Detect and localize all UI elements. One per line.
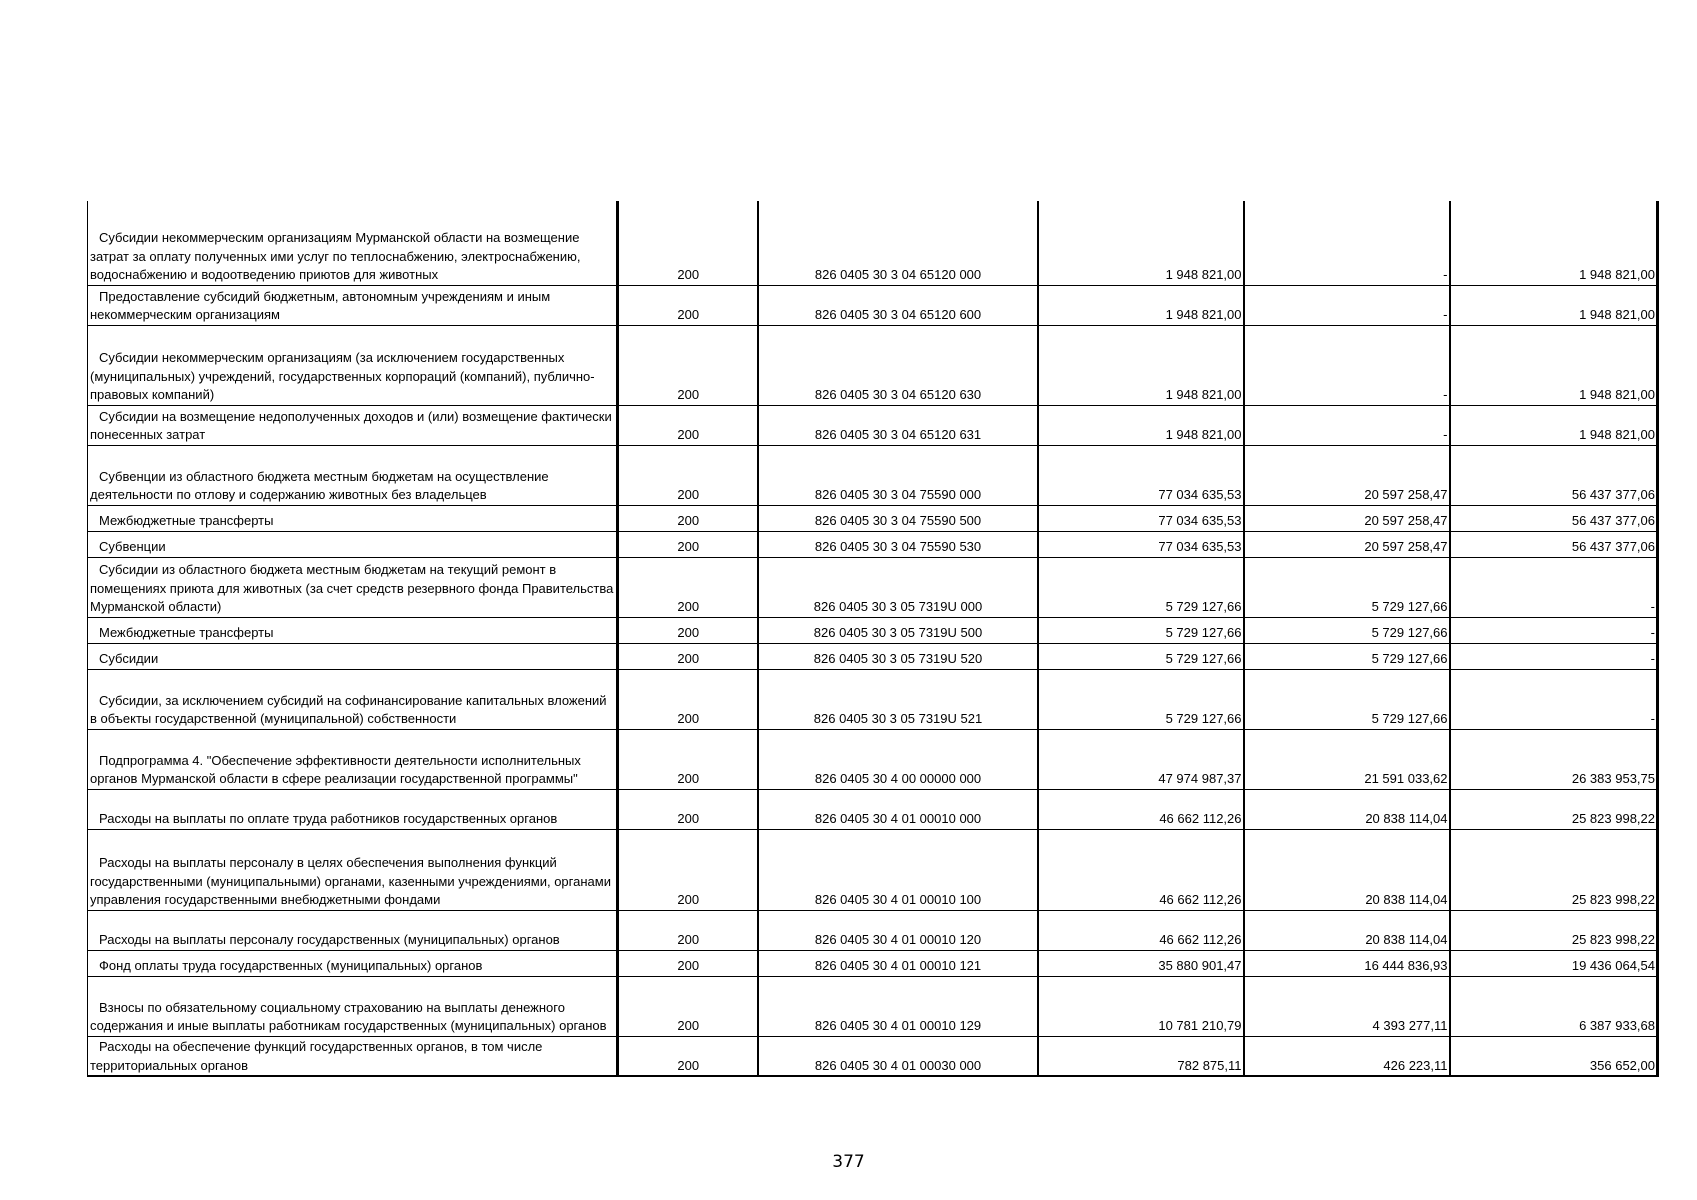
row-executed-text: 20 838 114,04 xyxy=(1365,811,1448,826)
row-executed-cell xyxy=(1244,531,1450,557)
row-name-text: Субсидии из областного бюджета местным бюджетам на текущий ремонт в помещениях приюта для животных (за счет средств резервного фонда Правительства Мурманской области) xyxy=(90,562,614,614)
row-approved-text: 1 948 821,00 xyxy=(1165,307,1242,322)
row-executed-text: 4 393 277,11 xyxy=(1372,1018,1448,1033)
row-approved-text: 46 662 112,26 xyxy=(1159,892,1242,907)
row-code-cell xyxy=(618,285,758,325)
row-code-text: 200 xyxy=(677,599,700,614)
row-code-text: 200 xyxy=(677,651,700,666)
row-name-cell xyxy=(88,531,618,557)
row-name-cell xyxy=(88,669,618,729)
row-unexecuted-cell xyxy=(1450,531,1658,557)
row-unexecuted-cell xyxy=(1450,1036,1658,1076)
row-kbk-cell xyxy=(758,910,1038,950)
row-unexecuted-cell xyxy=(1450,976,1658,1036)
row-approved-cell xyxy=(1038,669,1244,729)
row-name-cell xyxy=(88,1036,618,1076)
row-name-text: Предоставление субсидий бюджетным, автономным учреждениям и иным некоммерческим организациям xyxy=(90,288,551,322)
row-code-text: 200 xyxy=(677,513,700,528)
row-kbk-text: 826 0405 30 4 01 00010 000 xyxy=(814,811,982,826)
row-unexecuted-text: 56 437 377,06 xyxy=(1571,539,1655,554)
row-executed-text: 5 729 127,66 xyxy=(1371,625,1448,640)
row-approved-cell xyxy=(1038,976,1244,1036)
row-name-text: Межбюджетные трансферты xyxy=(99,513,274,528)
row-approved-text: 77 034 635,53 xyxy=(1158,487,1242,502)
row-approved-cell xyxy=(1038,201,1244,285)
row-code-cell xyxy=(618,325,758,405)
row-approved-text: 46 662 112,26 xyxy=(1159,932,1242,947)
row-code-cell xyxy=(618,950,758,976)
row-name-cell xyxy=(88,643,618,669)
row-unexecuted-cell xyxy=(1450,789,1658,829)
row-executed-cell xyxy=(1244,505,1450,531)
row-code-cell xyxy=(618,617,758,643)
row-kbk-text: 826 0405 30 3 05 7319U 521 xyxy=(813,711,983,726)
row-approved-cell xyxy=(1038,557,1244,617)
row-name-text: Субсидии, за исключением субсидий на софинансирование капитальных вложений в объекты государственной (муниципальной) собственности xyxy=(90,692,607,726)
row-name-cell xyxy=(88,950,618,976)
row-unexecuted-text: 25 823 998,22 xyxy=(1571,932,1655,947)
row-executed-text: 20 597 258,47 xyxy=(1364,539,1448,554)
row-kbk-text: 826 0405 30 3 04 65120 631 xyxy=(814,427,982,442)
table-row xyxy=(88,729,1658,789)
row-unexecuted-text: 56 437 377,06 xyxy=(1571,513,1655,528)
row-code-cell xyxy=(618,445,758,505)
row-approved-cell xyxy=(1038,505,1244,531)
row-executed-cell xyxy=(1244,643,1450,669)
row-unexecuted-cell xyxy=(1450,729,1658,789)
row-unexecuted-cell xyxy=(1450,285,1658,325)
row-approved-cell xyxy=(1038,729,1244,789)
row-executed-cell xyxy=(1244,445,1450,505)
row-kbk-text: 826 0405 30 4 01 00010 129 xyxy=(814,1018,982,1033)
row-kbk-text: 826 0405 30 4 00 00000 000 xyxy=(814,771,982,786)
row-name-cell xyxy=(88,976,618,1036)
row-unexecuted-text: 356 652,00 xyxy=(1589,1057,1655,1073)
row-unexecuted-text: 25 823 998,22 xyxy=(1571,892,1655,907)
row-executed-text: - xyxy=(1443,267,1448,282)
row-executed-text: - xyxy=(1443,307,1448,322)
row-kbk-cell xyxy=(758,201,1038,285)
row-name-text: Субсидии некоммерческим организациям (за исключением государственных (муниципальных) учреждений, государственных корпораций (компаний), публично-правовых компаний) xyxy=(90,350,595,402)
row-code-cell xyxy=(618,405,758,445)
row-unexecuted-cell xyxy=(1450,910,1658,950)
row-code-text: 200 xyxy=(677,1057,700,1073)
row-name-text: Субсидии некоммерческим организациям Мурманской области на возмещение затрат за оплату полученных ими услуг по теплоснабжению, электроснабжению, водоснабжению и водоотведению приютов для животных xyxy=(90,230,581,282)
row-kbk-text: 826 0405 30 4 01 00010 100 xyxy=(814,892,982,907)
row-approved-text: 5 729 127,66 xyxy=(1165,625,1242,640)
row-code-cell xyxy=(618,976,758,1036)
row-kbk-cell xyxy=(758,445,1038,505)
row-name-text: Расходы на обеспечение функций государственных органов, в том числе территориальных органов xyxy=(90,1039,543,1073)
row-approved-text: 77 034 635,53 xyxy=(1158,539,1242,554)
row-unexecuted-cell xyxy=(1450,669,1658,729)
row-name-text: Межбюджетные трансферты xyxy=(99,625,274,640)
row-kbk-cell xyxy=(758,669,1038,729)
row-name-text: Подпрограмма 4. "Обеспечение эффективности деятельности исполнительных органов Мурманской области в сфере реализации государственной программы" xyxy=(90,752,581,786)
row-name-cell xyxy=(88,789,618,829)
table-row xyxy=(88,1036,1658,1076)
row-kbk-cell xyxy=(758,789,1038,829)
row-approved-text: 5 729 127,66 xyxy=(1165,651,1242,666)
row-approved-text: 5 729 127,66 xyxy=(1165,599,1242,614)
row-unexecuted-text: 19 436 064,54 xyxy=(1571,958,1655,973)
row-kbk-cell xyxy=(758,1036,1038,1076)
row-code-text: 200 xyxy=(677,307,700,322)
row-code-cell xyxy=(618,557,758,617)
row-kbk-text: 826 0405 30 3 04 75590 530 xyxy=(814,539,982,554)
row-executed-text: 20 838 114,04 xyxy=(1365,892,1448,907)
row-code-text: 200 xyxy=(677,539,700,554)
row-code-text: 200 xyxy=(677,771,700,786)
row-unexecuted-text: - xyxy=(1650,711,1655,726)
row-unexecuted-text: 6 387 933,68 xyxy=(1579,1018,1655,1033)
table-row xyxy=(88,505,1658,531)
row-unexecuted-cell xyxy=(1450,829,1658,910)
table-row xyxy=(88,617,1658,643)
row-name-cell xyxy=(88,617,618,643)
row-kbk-text: 826 0405 30 3 05 7319U 500 xyxy=(813,625,983,640)
row-approved-text: 35 880 901,47 xyxy=(1158,958,1242,973)
row-kbk-text: 826 0405 30 4 01 00010 121 xyxy=(814,958,982,973)
row-code-text: 200 xyxy=(677,811,700,826)
row-unexecuted-text: - xyxy=(1650,625,1655,640)
row-kbk-cell xyxy=(758,643,1038,669)
row-kbk-cell xyxy=(758,976,1038,1036)
row-executed-text: 426 223,11 xyxy=(1383,1057,1448,1073)
row-code-text: 200 xyxy=(677,387,700,402)
row-approved-cell xyxy=(1038,829,1244,910)
row-name-cell xyxy=(88,910,618,950)
row-executed-cell xyxy=(1244,201,1450,285)
row-name-text: Субвенции xyxy=(99,539,166,554)
row-kbk-cell xyxy=(758,557,1038,617)
row-executed-cell xyxy=(1244,285,1450,325)
table-row xyxy=(88,531,1658,557)
row-approved-text: 46 662 112,26 xyxy=(1159,811,1242,826)
row-executed-cell xyxy=(1244,1036,1450,1076)
row-name-cell xyxy=(88,325,618,405)
row-name-cell xyxy=(88,445,618,505)
row-kbk-text: 826 0405 30 3 04 75590 500 xyxy=(814,513,982,528)
row-unexecuted-cell xyxy=(1450,557,1658,617)
row-executed-text: 16 444 836,93 xyxy=(1364,958,1448,973)
row-approved-text: 1 948 821,00 xyxy=(1165,427,1242,442)
row-approved-cell xyxy=(1038,445,1244,505)
row-code-cell xyxy=(618,829,758,910)
row-approved-cell xyxy=(1038,910,1244,950)
budget-execution-table xyxy=(87,201,1659,1077)
row-unexecuted-cell xyxy=(1450,445,1658,505)
row-unexecuted-text: 1 948 821,00 xyxy=(1579,387,1655,402)
row-approved-text: 77 034 635,53 xyxy=(1158,513,1242,528)
row-kbk-text: 826 0405 30 3 04 65120 000 xyxy=(814,267,982,282)
row-executed-cell xyxy=(1244,325,1450,405)
row-code-text: 200 xyxy=(677,427,700,442)
row-kbk-text: 826 0405 30 4 01 00030 000 xyxy=(814,1057,982,1073)
row-name-text: Субсидии xyxy=(99,651,159,666)
row-approved-text: 10 781 210,79 xyxy=(1158,1018,1242,1033)
row-name-text: Расходы на выплаты персоналу в целях обеспечения выполнения функций государственными (муниципальными) органами, казенными учреждениями, органами управления государственными внебюджетными фондами xyxy=(90,855,611,907)
row-unexecuted-cell xyxy=(1450,325,1658,405)
row-executed-text: 5 729 127,66 xyxy=(1371,599,1448,614)
row-unexecuted-text: - xyxy=(1650,651,1655,666)
row-name-text: Фонд оплаты труда государственных (муниципальных) органов xyxy=(99,958,483,973)
table-row xyxy=(88,201,1658,285)
table-row xyxy=(88,445,1658,505)
row-kbk-cell xyxy=(758,325,1038,405)
row-name-text: Субсидии на возмещение недополученных доходов и (или) возмещение фактически понесенных затрат xyxy=(90,408,612,442)
row-code-cell xyxy=(618,789,758,829)
row-code-cell xyxy=(618,669,758,729)
row-executed-cell xyxy=(1244,405,1450,445)
row-kbk-cell xyxy=(758,617,1038,643)
row-name-cell xyxy=(88,729,618,789)
row-name-cell xyxy=(88,285,618,325)
row-code-cell xyxy=(618,505,758,531)
row-unexecuted-cell xyxy=(1450,505,1658,531)
table-row xyxy=(88,405,1658,445)
row-code-text: 200 xyxy=(677,711,700,726)
row-kbk-cell xyxy=(758,505,1038,531)
row-approved-cell xyxy=(1038,789,1244,829)
row-kbk-text: 826 0405 30 3 04 75590 000 xyxy=(814,487,982,502)
row-approved-cell xyxy=(1038,325,1244,405)
table-row xyxy=(88,950,1658,976)
row-unexecuted-text: 1 948 821,00 xyxy=(1579,307,1655,322)
row-approved-text: 1 948 821,00 xyxy=(1165,387,1242,402)
row-code-cell xyxy=(618,1036,758,1076)
row-code-cell xyxy=(618,643,758,669)
row-executed-text: 20 838 114,04 xyxy=(1365,932,1448,947)
row-unexecuted-text: 25 823 998,22 xyxy=(1571,811,1655,826)
row-kbk-cell xyxy=(758,405,1038,445)
row-kbk-text: 826 0405 30 3 05 7319U 520 xyxy=(813,651,983,666)
row-unexecuted-cell xyxy=(1450,201,1658,285)
row-executed-cell xyxy=(1244,557,1450,617)
row-name-text: Субвенции из областного бюджета местным бюджетам на осуществление деятельности по отлову и содержанию животных без владельцев xyxy=(90,468,549,502)
row-name-cell xyxy=(88,405,618,445)
row-code-cell xyxy=(618,910,758,950)
row-approved-cell xyxy=(1038,531,1244,557)
row-executed-cell xyxy=(1244,617,1450,643)
row-unexecuted-text: 56 437 377,06 xyxy=(1571,487,1655,502)
row-executed-cell xyxy=(1244,910,1450,950)
row-unexecuted-text: - xyxy=(1650,599,1655,614)
row-executed-text: - xyxy=(1443,387,1448,402)
row-approved-text: 1 948 821,00 xyxy=(1165,267,1242,282)
row-kbk-cell xyxy=(758,829,1038,910)
row-executed-cell xyxy=(1244,789,1450,829)
row-kbk-cell xyxy=(758,285,1038,325)
row-executed-cell xyxy=(1244,669,1450,729)
row-approved-text: 782 875,11 xyxy=(1177,1057,1242,1073)
row-code-text: 200 xyxy=(677,932,700,947)
row-executed-text: 5 729 127,66 xyxy=(1371,651,1448,666)
row-executed-text: 5 729 127,66 xyxy=(1371,711,1448,726)
row-code-cell xyxy=(618,531,758,557)
row-executed-text: 20 597 258,47 xyxy=(1364,487,1448,502)
row-unexecuted-cell xyxy=(1450,405,1658,445)
row-approved-cell xyxy=(1038,643,1244,669)
table-row xyxy=(88,669,1658,729)
row-kbk-text: 826 0405 30 3 04 65120 630 xyxy=(814,387,982,402)
table-row xyxy=(88,557,1658,617)
row-code-text: 200 xyxy=(677,267,700,282)
row-executed-cell xyxy=(1244,829,1450,910)
row-code-text: 200 xyxy=(677,487,700,502)
row-kbk-cell xyxy=(758,729,1038,789)
row-approved-text: 47 974 987,37 xyxy=(1158,771,1242,786)
row-kbk-text: 826 0405 30 4 01 00010 120 xyxy=(814,932,982,947)
row-unexecuted-cell xyxy=(1450,643,1658,669)
row-approved-cell xyxy=(1038,950,1244,976)
table-row xyxy=(88,325,1658,405)
row-name-cell xyxy=(88,829,618,910)
row-code-cell xyxy=(618,729,758,789)
row-approved-cell xyxy=(1038,405,1244,445)
row-approved-cell xyxy=(1038,1036,1244,1076)
row-kbk-cell xyxy=(758,531,1038,557)
row-code-text: 200 xyxy=(677,1018,700,1033)
table-row xyxy=(88,910,1658,950)
row-name-cell xyxy=(88,201,618,285)
row-unexecuted-text: 1 948 821,00 xyxy=(1579,427,1655,442)
row-unexecuted-text: 26 383 953,75 xyxy=(1571,771,1655,786)
row-approved-text: 5 729 127,66 xyxy=(1165,711,1242,726)
table-row xyxy=(88,829,1658,910)
row-unexecuted-cell xyxy=(1450,950,1658,976)
row-executed-text: 20 597 258,47 xyxy=(1364,513,1448,528)
row-executed-cell xyxy=(1244,729,1450,789)
row-name-cell xyxy=(88,557,618,617)
row-approved-cell xyxy=(1038,285,1244,325)
table-row xyxy=(88,643,1658,669)
row-executed-text: - xyxy=(1443,427,1448,442)
row-approved-cell xyxy=(1038,617,1244,643)
row-code-text: 200 xyxy=(677,892,700,907)
row-code-text: 200 xyxy=(677,625,700,640)
row-code-text: 200 xyxy=(677,958,700,973)
row-kbk-text: 826 0405 30 3 05 7319U 000 xyxy=(813,599,983,614)
row-executed-cell xyxy=(1244,976,1450,1036)
row-executed-text: 21 591 033,62 xyxy=(1364,771,1448,786)
row-code-cell xyxy=(618,201,758,285)
row-name-text: Расходы на выплаты по оплате труда работников государственных органов xyxy=(99,811,558,826)
row-kbk-text: 826 0405 30 3 04 65120 600 xyxy=(814,307,982,322)
row-name-cell xyxy=(88,505,618,531)
table-row xyxy=(88,976,1658,1036)
row-name-text: Расходы на выплаты персоналу государственных (муниципальных) органов xyxy=(99,932,560,947)
row-executed-cell xyxy=(1244,950,1450,976)
row-kbk-cell xyxy=(758,950,1038,976)
row-name-text: Взносы по обязательному социальному страхованию на выплаты денежного содержания и иные выплаты работникам государственных (муниципальных) органов xyxy=(90,999,607,1033)
row-unexecuted-cell xyxy=(1450,617,1658,643)
table-body xyxy=(88,201,1658,1076)
row-unexecuted-text: 1 948 821,00 xyxy=(1579,267,1655,282)
table-row xyxy=(88,285,1658,325)
table-row xyxy=(88,789,1658,829)
page-number: 377 xyxy=(832,1152,865,1172)
